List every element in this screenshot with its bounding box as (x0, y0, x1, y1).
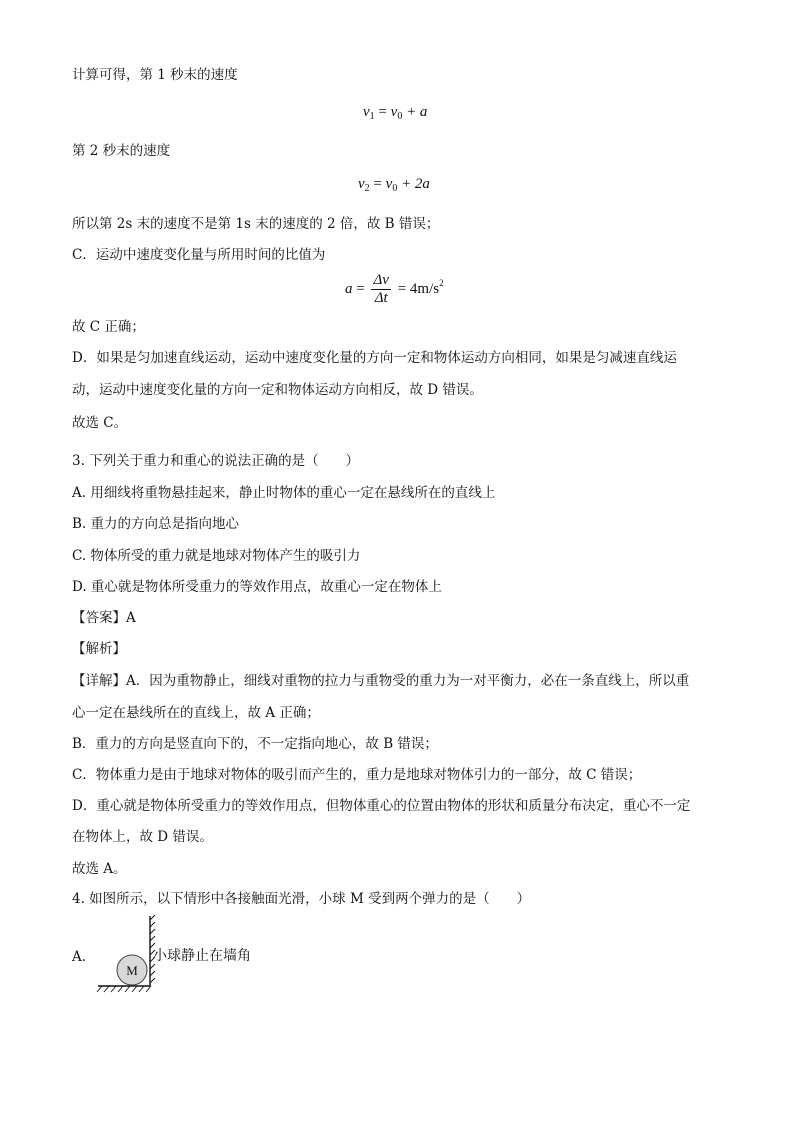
text-line: B．重力的方向是竖直向下的，不一定指向地心，故 B 错误； (72, 736, 438, 752)
eq-subscript: 2 (364, 183, 370, 194)
text-line: 【详解】A．因为重物静止，细线对重物的拉力与重物受的重力为一对平衡力，必在一条直线上，所以重 (72, 673, 690, 689)
eq-denominator: Δt (374, 290, 388, 306)
eq-subscript: 0 (392, 183, 398, 194)
ball-in-corner-diagram (90, 912, 160, 994)
text-line: 故 C 正确； (72, 319, 145, 335)
question-stem: 3. 下列关于重力和重心的说法正确的是（ ） (72, 453, 360, 469)
text-line: C．物体重力是由于地球对物体的吸引而产生的，重力是地球对物体引力的一部分，故 C 错误； (72, 767, 642, 783)
equation-acceleration: a = $\frac{\Delta v}{\Delta t}$ = $4m/s^2$ (345, 272, 444, 306)
floor-hatch (97, 986, 151, 992)
answer-label: 【答案】A (72, 610, 136, 626)
eq-symbol: v (385, 176, 393, 192)
text-line: 动，运动中速度变化量的方向一定和物体运动方向相反，故 D 错误。 (72, 382, 483, 398)
eq-fraction (371, 272, 390, 307)
eq-symbol: v (363, 104, 370, 120)
eq-term: + 2a (401, 176, 430, 192)
option-a: A. 用细线将重物悬挂起来，静止时物体的重心一定在悬线所在的直线上 (72, 485, 496, 501)
eq-subscript: 1 (369, 111, 375, 122)
text-line: C．运动中速度变化量与所用时间的比值为 (72, 247, 326, 263)
option-d: D. 重心就是物体所受重力的等效作用点，故重心一定在物体上 (72, 579, 442, 595)
text-line: D．重心就是物体所受重力的等效作用点，但物体重心的位置由物体的形状和质量分布决定，重心不一定 (72, 798, 691, 814)
figure-option-label: A. (72, 949, 87, 965)
equation-v2: $v_2 = v_0 + 2a$ (358, 176, 430, 194)
text-line: 第 2 秒末的速度 (72, 143, 171, 159)
text-line: 心一定在悬线所在的直线上，故 A 正确； (72, 705, 320, 721)
eq-numerator: Δv (373, 272, 389, 288)
eq-subscript: 0 (397, 111, 403, 122)
text-line: 计算可得，第 1 秒末的速度 (72, 67, 238, 83)
eq-symbol: v (358, 176, 365, 192)
eq-superscript: 2 (439, 277, 444, 288)
text-line: 在物体上，故 D 错误。 (72, 829, 213, 845)
option-c: C. 物体所受的重力就是地球对物体产生的吸引力 (72, 548, 361, 564)
text-line: D．如果是匀加速直线运动，运动中速度变化量的方向一定和物体运动方向相同，如果是匀减速直线运 (72, 350, 677, 366)
text-line: 故选 C。 (72, 415, 128, 431)
eq-value: 4m/s (409, 280, 440, 297)
text-line: 所以第 2s 末的速度不是第 1s 末的速度的 2 倍，故 B 错误； (72, 216, 440, 232)
figure-caption: 小球静止在墙角 (153, 948, 251, 964)
option-b: B. 重力的方向总是指向地心 (72, 516, 240, 532)
eq-symbol: a (345, 280, 353, 297)
eq-term: + a (406, 104, 428, 120)
equation-v1: $v_1 = v_0 + a$ (363, 104, 428, 122)
analysis-label: 【解析】 (72, 641, 126, 657)
ball-label: M (126, 963, 138, 978)
text-line: 故选 A。 (72, 861, 127, 877)
eq-symbol: v (390, 104, 398, 120)
question-stem: 4. 如图所示，以下情形中各接触面光滑，小球 M 受到两个弹力的是（ ） (72, 891, 531, 907)
